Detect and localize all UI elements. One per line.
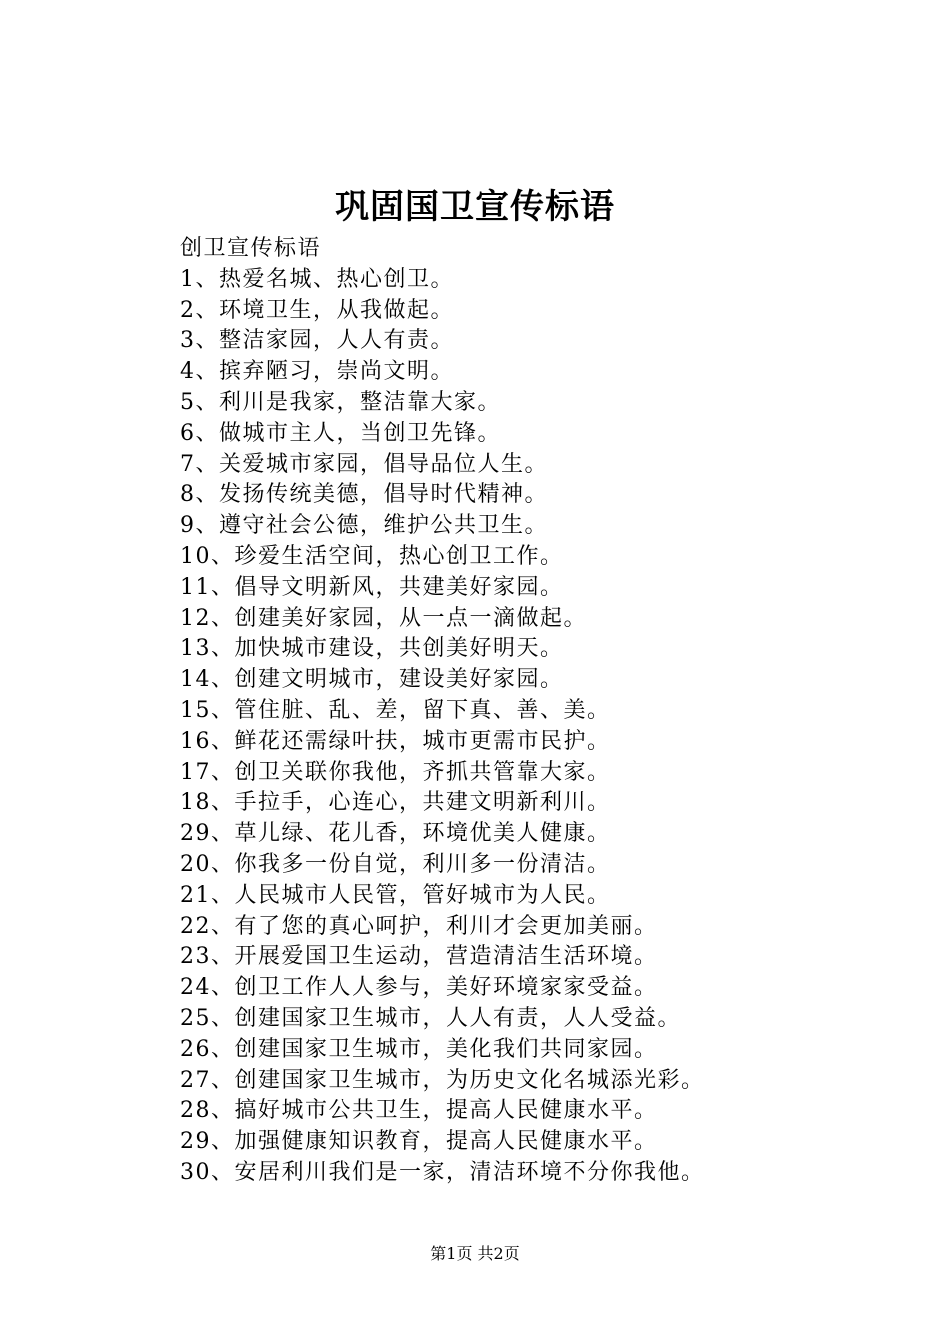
slogan-item: 30、安居利川我们是一家，清洁环境不分你我他。 <box>180 1159 705 1185</box>
slogan-item: 14、创建文明城市，建设美好家园。 <box>180 667 564 693</box>
slogan-item: 9、遵守社会公德，维护公共卫生。 <box>180 513 548 539</box>
document-body <box>180 234 920 1189</box>
slogan-item: 24、创卫工作人人参与，美好环境家家受益。 <box>180 975 658 1001</box>
slogan-item: 17、创卫关联你我他，齐抓共管靠大家。 <box>180 759 611 785</box>
section-subtitle: 创卫宣传标语 <box>180 236 322 261</box>
slogan-item: 25、创建国家卫生城市，人人有责，人人受益。 <box>180 1005 681 1031</box>
slogan-item: 8、发扬传统美德，倡导时代精神。 <box>180 482 548 508</box>
slogan-item: 2、环境卫生，从我做起。 <box>180 297 454 323</box>
slogan-item: 1、热爱名城、热心创卫。 <box>180 266 454 292</box>
slogan-item: 16、鲜花还需绿叶扶，城市更需市民护。 <box>180 728 611 754</box>
slogan-list <box>180 265 920 1189</box>
slogan-item: 18、手拉手，心连心，共建文明新利川。 <box>180 790 611 816</box>
slogan-item: 4、摈弃陋习，崇尚文明。 <box>180 359 454 385</box>
slogan-item: 29、草儿绿、花儿香，环境优美人健康。 <box>180 821 611 847</box>
slogan-item: 29、加强健康知识教育，提高人民健康水平。 <box>180 1129 658 1155</box>
slogan-item: 27、创建国家卫生城市，为历史文化名城添光彩。 <box>180 1067 705 1093</box>
slogan-item: 3、整洁家园，人人有责。 <box>180 328 454 354</box>
slogan-item: 7、关爱城市家园，倡导品位人生。 <box>180 451 548 477</box>
slogan-item: 21、人民城市人民管，管好城市为人民。 <box>180 882 611 908</box>
page-number-footer: 第1页 共2页 <box>430 1244 520 1263</box>
slogan-item: 6、做城市主人，当创卫先锋。 <box>180 420 501 446</box>
slogan-item: 5、利川是我家，整洁靠大家。 <box>180 389 501 415</box>
slogan-item: 11、倡导文明新风，共建美好家园。 <box>180 574 564 600</box>
slogan-item: 12、创建美好家园，从一点一滴做起。 <box>180 605 587 631</box>
slogan-item: 10、珍爱生活空间，热心创卫工作。 <box>180 543 564 569</box>
slogan-item: 20、你我多一份自觉，利川多一份清洁。 <box>180 851 611 877</box>
slogan-item: 28、搞好城市公共卫生，提高人民健康水平。 <box>180 1098 658 1124</box>
slogan-item: 23、开展爱国卫生运动，营造清洁生活环境。 <box>180 944 658 970</box>
slogan-item: 26、创建国家卫生城市，美化我们共同家园。 <box>180 1036 658 1062</box>
document-title: 巩固国卫宣传标语 <box>335 187 615 227</box>
slogan-item: 13、加快城市建设，共创美好明天。 <box>180 636 564 662</box>
slogan-item: 15、管住脏、乱、差，留下真、善、美。 <box>180 697 611 723</box>
slogan-item: 22、有了您的真心呵护，利川才会更加美丽。 <box>180 913 658 939</box>
